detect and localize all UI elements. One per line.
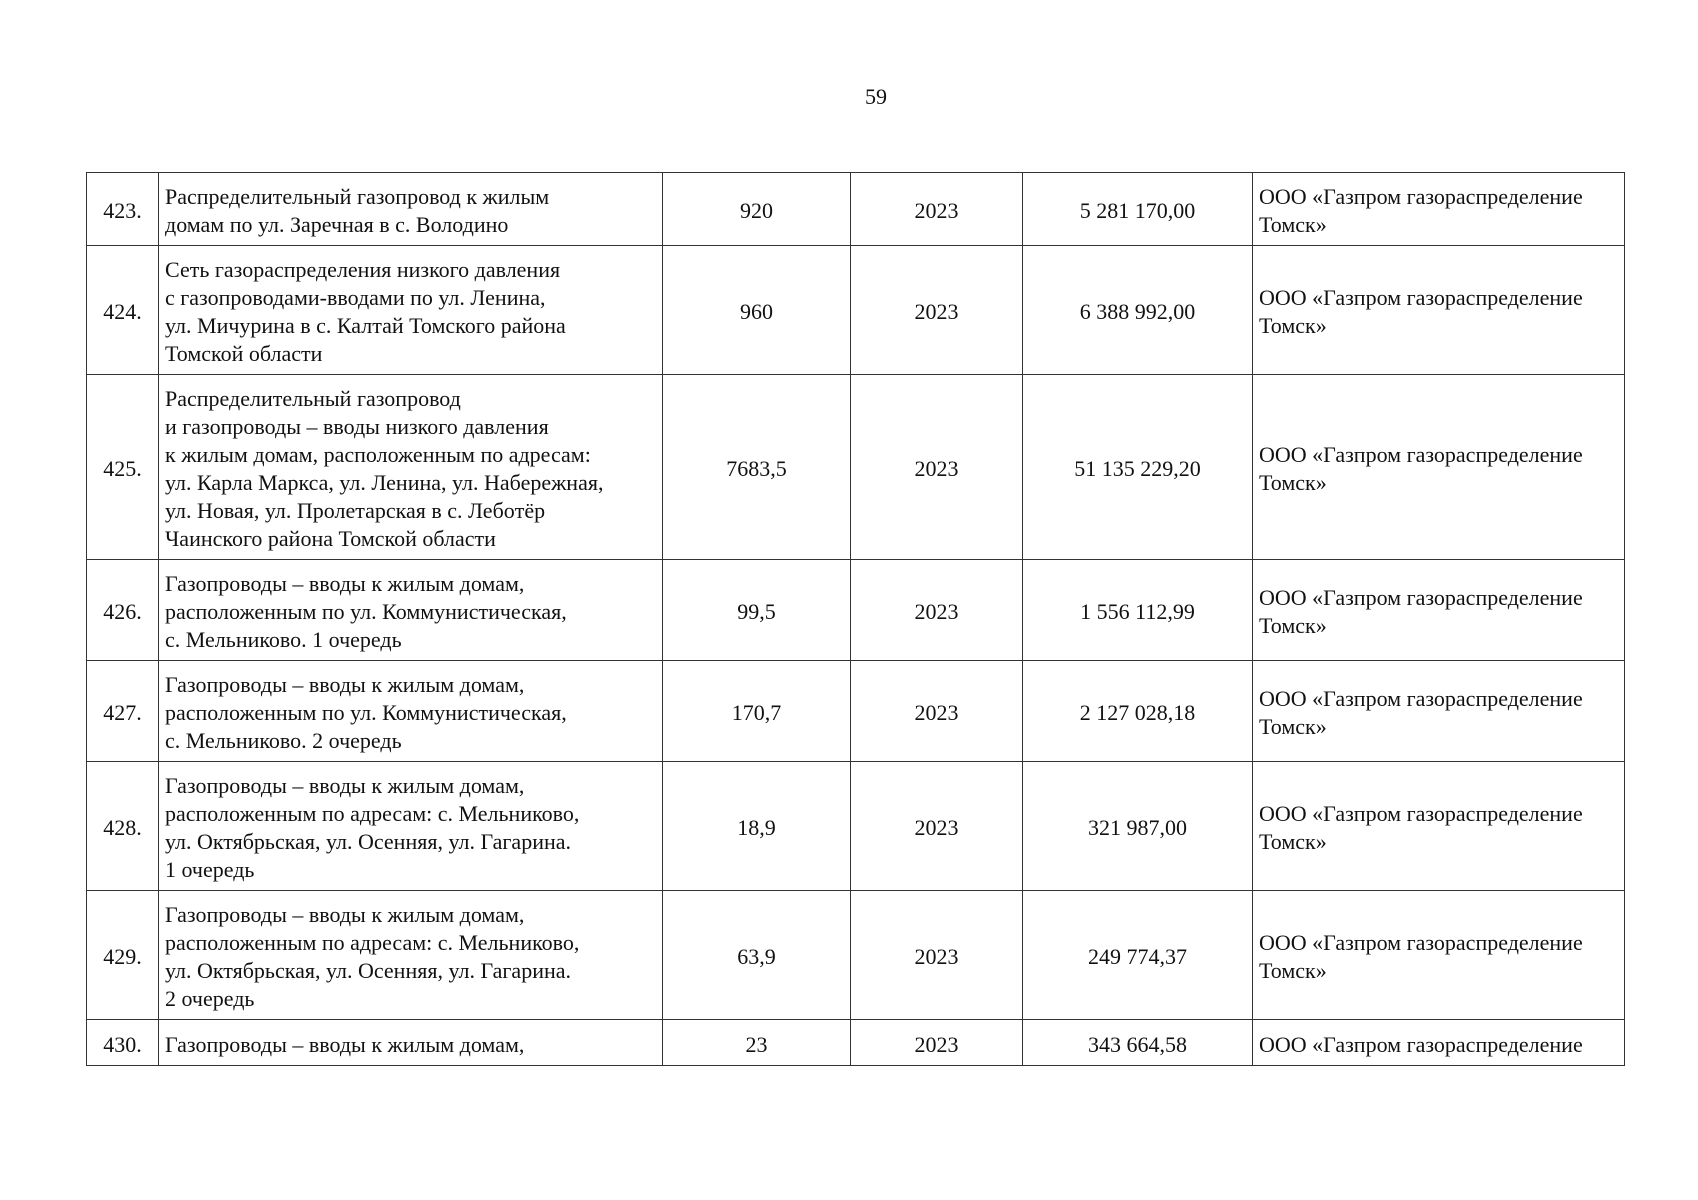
row-number: 428.	[103, 815, 142, 840]
organization-name: ООО «Газпром газораспределение Томск»	[1259, 801, 1583, 854]
row-number-cell	[87, 1020, 159, 1066]
year-value: 2023	[914, 815, 959, 840]
year-value: 2023	[914, 198, 959, 223]
row-number: 424.	[103, 299, 142, 324]
object-name: Газопроводы – вводы к жилым домам,	[165, 1031, 525, 1057]
cost-cell	[1023, 1020, 1253, 1066]
cost-cell	[1023, 173, 1253, 246]
row-number-cell	[87, 375, 159, 560]
year-cell	[851, 173, 1023, 246]
length-cell	[663, 173, 851, 246]
organization-cell	[1253, 661, 1625, 762]
page-number: 59	[865, 84, 887, 109]
organization-cell	[1253, 173, 1625, 246]
object-name: Газопроводы – вводы к жилым домам, расположенным по ул. Коммунистическая, с. Мельниково. 1 очередь	[165, 571, 567, 652]
cost-cell	[1023, 661, 1253, 762]
object-name-cell	[159, 661, 663, 762]
year-value: 2023	[914, 1031, 959, 1057]
cost-value: 249 774,37	[1088, 944, 1187, 969]
year-cell	[851, 375, 1023, 560]
row-number: 426.	[103, 599, 142, 624]
length-value: 63,9	[737, 944, 776, 969]
length-cell	[663, 891, 851, 1020]
cost-value: 1 556 112,99	[1080, 599, 1195, 624]
organization-name: ООО «Газпром газораспределение Томск»	[1259, 585, 1583, 638]
row-number-cell	[87, 560, 159, 661]
row-number-cell	[87, 762, 159, 891]
row-number-cell	[87, 246, 159, 375]
cost-cell	[1023, 891, 1253, 1020]
organization-cell	[1253, 762, 1625, 891]
row-number: 430.	[103, 1031, 142, 1057]
length-value: 7683,5	[726, 456, 787, 481]
organization-cell	[1253, 1020, 1625, 1066]
object-name: Сеть газораспределения низкого давления с газопроводами-вводами по ул. Ленина, ул. Мичурина в с. Калтай Томского района Томской области	[165, 257, 566, 366]
row-number: 423.	[103, 198, 142, 223]
object-name-cell	[159, 246, 663, 375]
table-row	[87, 1020, 1625, 1066]
length-cell	[663, 661, 851, 762]
row-number-cell	[87, 661, 159, 762]
table-row	[87, 762, 1625, 891]
year-value: 2023	[914, 456, 959, 481]
object-name: Газопроводы – вводы к жилым домам, расположенным по адресам: с. Мельниково, ул. Октябрьская, ул. Осенняя, ул. Гагарина. 2 очередь	[165, 902, 580, 1011]
year-cell	[851, 891, 1023, 1020]
object-name-cell	[159, 375, 663, 560]
year-cell	[851, 1020, 1023, 1066]
object-name-cell	[159, 1020, 663, 1066]
year-cell	[851, 246, 1023, 375]
organization-name: ООО «Газпром газораспределение Томск»	[1259, 285, 1583, 338]
organization-name: ООО «Газпром газораспределение Томск»	[1259, 442, 1583, 495]
year-value: 2023	[914, 700, 959, 725]
object-name-cell	[159, 891, 663, 1020]
organization-name: ООО «Газпром газораспределение Томск»	[1259, 930, 1583, 983]
year-value: 2023	[914, 944, 959, 969]
row-number-cell	[87, 173, 159, 246]
cost-value: 321 987,00	[1088, 815, 1187, 840]
organization-cell	[1253, 246, 1625, 375]
cost-value: 6 388 992,00	[1079, 299, 1196, 324]
year-value: 2023	[914, 599, 959, 624]
row-number: 427.	[103, 700, 142, 725]
table-row	[87, 661, 1625, 762]
year-cell	[851, 762, 1023, 891]
row-number: 425.	[103, 456, 142, 481]
object-name-cell	[159, 762, 663, 891]
length-cell	[663, 1020, 851, 1066]
length-cell	[663, 375, 851, 560]
year-value: 2023	[914, 299, 959, 324]
cost-value: 5 281 170,00	[1079, 198, 1196, 223]
cost-cell	[1023, 762, 1253, 891]
length-value: 18,9	[737, 815, 776, 840]
object-name-cell	[159, 173, 663, 246]
cost-value: 51 135 229,20	[1074, 456, 1201, 481]
length-cell	[663, 762, 851, 891]
organization-name: ООО «Газпром газораспределение Томск»	[1259, 184, 1583, 237]
gas-pipeline-table	[86, 172, 1625, 1066]
object-name: Газопроводы – вводы к жилым домам, расположенным по адресам: с. Мельниково, ул. Октябрьская, ул. Осенняя, ул. Гагарина. 1 очередь	[165, 773, 580, 882]
table-row	[87, 891, 1625, 1020]
organization-cell	[1253, 891, 1625, 1020]
organization-cell	[1253, 375, 1625, 560]
organization-name: ООО «Газпром газораспределение Томск»	[1259, 686, 1583, 739]
organization-cell	[1253, 560, 1625, 661]
table-row	[87, 375, 1625, 560]
cost-cell	[1023, 246, 1253, 375]
cost-value: 2 127 028,18	[1079, 700, 1196, 725]
object-name: Распределительный газопровод к жилым домам по ул. Заречная в с. Володино	[165, 184, 550, 237]
row-number-cell	[87, 891, 159, 1020]
organization-name: ООО «Газпром газораспределение	[1259, 1031, 1583, 1057]
object-name: Газопроводы – вводы к жилым домам, расположенным по ул. Коммунистическая, с. Мельниково. 2 очередь	[165, 672, 567, 753]
length-value: 23	[745, 1031, 768, 1057]
table-row	[87, 246, 1625, 375]
object-name: Распределительный газопровод и газопроводы – вводы низкого давления к жилым домам, расположенным по адресам: ул. Карла Маркса, ул. Ленина, ул. Набережная, ул. Новая, ул. Пролетарская в с. Лебoтёр Чаинского района Томской области	[165, 386, 604, 551]
cost-value: 343 664,58	[1088, 1031, 1187, 1057]
cost-cell	[1023, 375, 1253, 560]
length-value: 99,5	[737, 599, 776, 624]
length-value: 170,7	[731, 700, 782, 725]
object-name-cell	[159, 560, 663, 661]
row-number: 429.	[103, 944, 142, 969]
table-row	[87, 560, 1625, 661]
length-value: 920	[740, 198, 773, 223]
year-cell	[851, 661, 1023, 762]
table-row	[87, 173, 1625, 246]
cost-cell	[1023, 560, 1253, 661]
length-cell	[663, 560, 851, 661]
length-cell	[663, 246, 851, 375]
table-body	[87, 173, 1625, 1066]
year-cell	[851, 560, 1023, 661]
length-value: 960	[740, 299, 773, 324]
